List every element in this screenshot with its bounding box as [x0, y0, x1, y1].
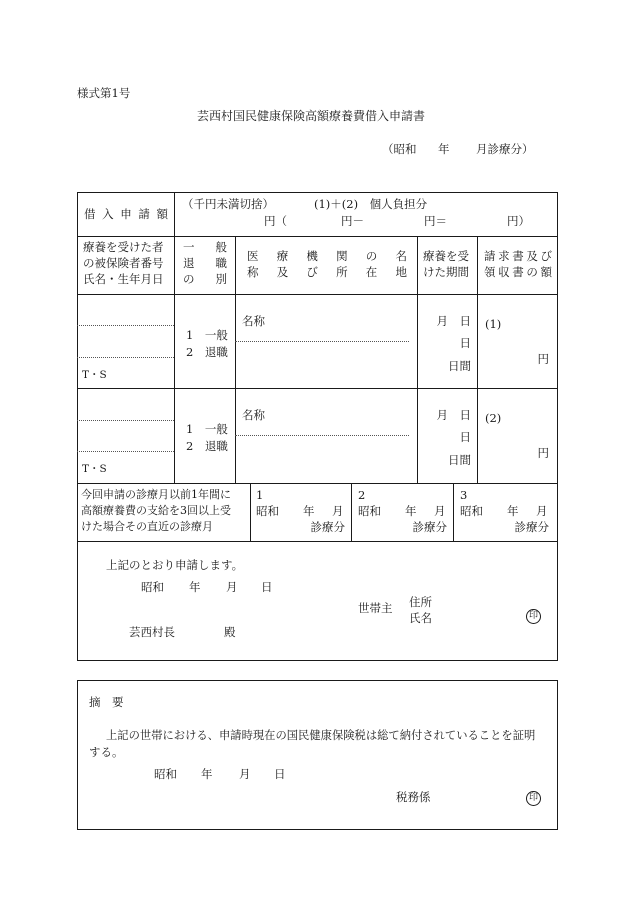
addressee-honorific: 殿	[224, 625, 236, 639]
loan-amount-formula: (1)＋(2) 個人負担分	[314, 197, 428, 211]
declaration-month: 月	[226, 580, 238, 594]
tax-certificate-year: 年	[201, 767, 213, 781]
loan-amount-label: 借 入 申 請 額	[84, 207, 168, 221]
tax-certificate-day: 日	[274, 767, 286, 781]
tax-certificate-text: 上記の世帯における、申請時現在の国民健康保険税は総て納付されていることを証明	[106, 729, 536, 742]
page-title: 芸西村国民健康保険高額療養費借入申請書	[197, 109, 426, 123]
address-label: 住所	[409, 595, 432, 609]
seal-icon: 印	[526, 609, 541, 624]
form-number: 様式第1号	[77, 86, 131, 100]
addressee: 芸西村長	[129, 625, 175, 639]
declaration-era: 昭和	[141, 580, 164, 594]
start-month-day: 月 日	[436, 408, 471, 422]
kind-option-retired: 2 退職	[186, 439, 228, 453]
kind-option-general: 1 一般	[186, 328, 228, 342]
facility-name-label: 名称	[242, 314, 265, 328]
invoice-yen: 円	[537, 352, 549, 366]
end-day: 日	[459, 336, 471, 350]
birth-era-label: T・S	[82, 369, 107, 381]
facility-name-label: 名称	[242, 408, 265, 422]
tax-certificate-era: 昭和	[154, 767, 177, 781]
day-count: 日間	[448, 359, 471, 373]
declaration-year: 年	[189, 580, 201, 594]
declaration-day: 日	[261, 580, 273, 594]
tax-certificate-heading: 摘 要	[89, 695, 124, 709]
kind-option-retired: 2 退職	[186, 345, 228, 359]
birth-era-label: T・S	[82, 463, 107, 475]
name-label: 氏名	[409, 611, 432, 625]
kind-option-general: 1 一般	[186, 422, 228, 436]
invoice-yen: 円	[537, 446, 549, 460]
invoice-number: (1)	[485, 317, 502, 331]
start-month-day: 月 日	[436, 314, 471, 328]
day-count: 日間	[448, 453, 471, 467]
tax-officer-label: 税務係	[396, 790, 431, 804]
tax-certificate-box	[77, 680, 558, 830]
householder-label: 世帯主	[358, 601, 393, 615]
loan-amount-note: （千円未満切捨）	[182, 197, 274, 211]
declaration-text: 上記のとおり申請します。	[106, 558, 244, 572]
end-day: 日	[459, 430, 471, 444]
seal-icon: 印	[526, 791, 541, 806]
tax-certificate-text-cont: する。	[89, 745, 124, 759]
tax-certificate-month: 月	[239, 767, 251, 781]
invoice-number: (2)	[485, 411, 502, 425]
